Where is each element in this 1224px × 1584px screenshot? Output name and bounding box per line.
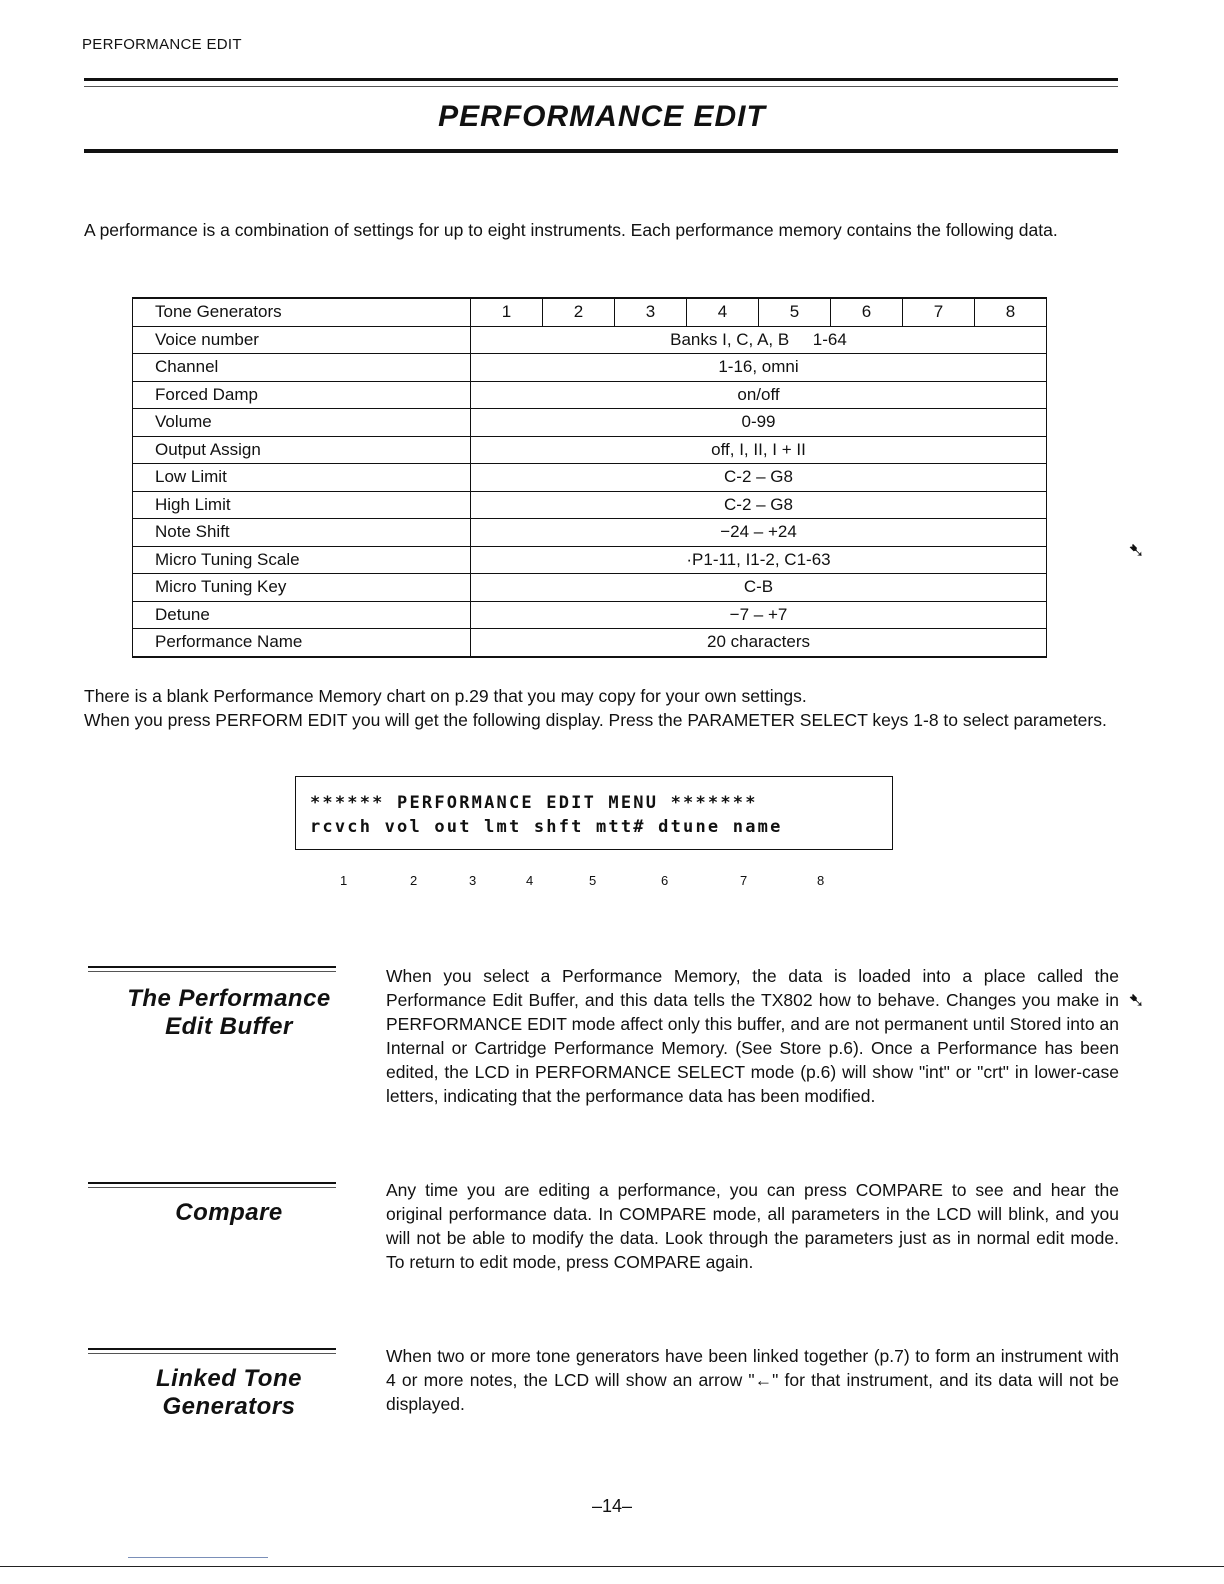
table-label: Volume <box>133 409 471 437</box>
page-number: –14– <box>591 1496 633 1516</box>
table-row <box>133 491 1047 519</box>
table-label: High Limit <box>133 491 471 519</box>
table-value: C-2 – G8 <box>471 491 1047 519</box>
tone-generator-number: 3 <box>615 298 687 326</box>
parameter-key-number: 1 <box>340 873 348 888</box>
table-value: 20 characters <box>471 629 1047 657</box>
table-label: Tone Generators <box>133 298 471 326</box>
section-heading-compare <box>84 1199 374 1227</box>
section-rule-thin <box>88 1187 336 1188</box>
table-label: Voice number <box>133 326 471 354</box>
table-value: Banks I, C, A, B 1-64 <box>471 326 1047 354</box>
table-row <box>133 574 1047 602</box>
table-row <box>133 601 1047 629</box>
heading-line: Edit Buffer <box>165 1013 293 1040</box>
performance-data-table <box>132 297 1047 658</box>
footer-link-rule <box>128 1557 268 1558</box>
tone-generator-number: 1 <box>471 298 543 326</box>
perform-edit-note: When you press PERFORM EDIT you will get the following display. Press the PARAMETER SELECT keys 1-8 to select parameters. <box>84 710 1107 730</box>
section-rule <box>88 966 336 968</box>
parameter-key-number: 4 <box>526 873 534 888</box>
table-row <box>133 354 1047 382</box>
table-value: −24 – +24 <box>471 519 1047 547</box>
lcd-line-2: rcvch vol out lmt shft mtt# dtune name <box>310 817 783 837</box>
table-row <box>133 436 1047 464</box>
table-label: Performance Name <box>133 629 471 657</box>
table-label: Forced Damp <box>133 381 471 409</box>
table-value: ·P1-11, I1-2, C1-63 <box>471 546 1047 574</box>
footer-rule <box>0 1566 1224 1567</box>
tone-generator-number: 2 <box>543 298 615 326</box>
table-value: C-B <box>471 574 1047 602</box>
table-label: Detune <box>133 601 471 629</box>
parameter-key-number: 5 <box>589 873 597 888</box>
running-header: PERFORMANCE EDIT <box>82 36 242 53</box>
table-row <box>133 298 1047 326</box>
tone-generator-number: 6 <box>831 298 903 326</box>
section-rule-thin <box>88 1353 336 1354</box>
table-value: on/off <box>471 381 1047 409</box>
table-label: Channel <box>133 354 471 382</box>
lcd-line-1: ****** PERFORMANCE EDIT MENU ******* <box>310 793 758 813</box>
tone-generator-number: 7 <box>903 298 975 326</box>
section-body-edit-buffer: When you select a Performance Memory, the data is loaded into a place called the Performance Edit Buffer, and this data tells the TX802 how to behave. Changes you make in PERFORMANCE EDIT mode affect only this buffer, and are not permanent until Stored into an Internal or Cartridge Performance Memory. (See Store p.6). Once a Performance has been edited, the LCD in PERFORMANCE SELECT mode (p.6) will show "int" or "crt" in lower-case letters, indicating that the performance data has been modified. <box>386 966 1119 1106</box>
heading-line: The Performance <box>127 985 331 1012</box>
tone-generator-number: 8 <box>975 298 1047 326</box>
table-label: Note Shift <box>133 519 471 547</box>
tone-generator-number: 5 <box>759 298 831 326</box>
parameter-key-number: 2 <box>410 873 418 888</box>
intro-paragraph: A performance is a combination of settings for up to eight instruments. Each performance memory contains the following data. <box>84 220 1058 240</box>
table-row <box>133 464 1047 492</box>
table-row <box>133 409 1047 437</box>
table-value: off, I, II, I + II <box>471 436 1047 464</box>
header-rule-thin <box>84 86 1118 87</box>
table-value: 1-16, omni <box>471 354 1047 382</box>
parameter-key-number: 8 <box>817 873 825 888</box>
chart-note: There is a blank Performance Memory chart on p.29 that you may copy for your own settings. <box>84 686 807 706</box>
heading-line: Generators <box>162 1393 296 1420</box>
table-label: Micro Tuning Key <box>133 574 471 602</box>
table-row <box>133 519 1047 547</box>
header-rule <box>84 78 1118 81</box>
section-heading-linked-tone-generators <box>84 1365 374 1421</box>
page-title: PERFORMANCE EDIT <box>438 100 766 133</box>
table-value: C-2 – G8 <box>471 464 1047 492</box>
lcd-display <box>295 776 893 850</box>
table-row <box>133 629 1047 657</box>
table-row <box>133 326 1047 354</box>
display-instructions <box>84 684 1118 732</box>
margin-arrow-icon: ➷ <box>1128 990 1145 1012</box>
heading-line: Linked Tone <box>156 1365 302 1392</box>
title-rule <box>84 149 1118 153</box>
parameter-key-number: 6 <box>661 873 669 888</box>
section-heading-edit-buffer <box>84 985 374 1041</box>
table-value: 0-99 <box>471 409 1047 437</box>
tone-generator-number: 4 <box>687 298 759 326</box>
table-row <box>133 381 1047 409</box>
parameter-key-number: 7 <box>740 873 748 888</box>
table-label: Output Assign <box>133 436 471 464</box>
table-row <box>133 546 1047 574</box>
table-label: Micro Tuning Scale <box>133 546 471 574</box>
heading-line: Compare <box>175 1199 283 1226</box>
section-body-linked-tone-generators: When two or more tone generators have been linked together (p.7) to form an instrument with 4 or more notes, the LCD will show an arrow "←" for that instrument, and its data will not be displayed. <box>386 1346 1119 1414</box>
parameter-key-number: 3 <box>469 873 477 888</box>
section-body-compare: Any time you are editing a performance, you can press COMPARE to see and hear the original performance data. In COMPARE mode, all parameters in the LCD will blink, and you will not be able to modify the data. Look through the parameters just as in normal edit mode. To return to edit mode, press COMPARE again. <box>386 1180 1119 1272</box>
table-label: Low Limit <box>133 464 471 492</box>
table-value: −7 – +7 <box>471 601 1047 629</box>
section-rule <box>88 1348 336 1350</box>
margin-arrow-icon: ➷ <box>1128 540 1145 562</box>
section-rule <box>88 1182 336 1184</box>
section-rule-thin <box>88 971 336 972</box>
